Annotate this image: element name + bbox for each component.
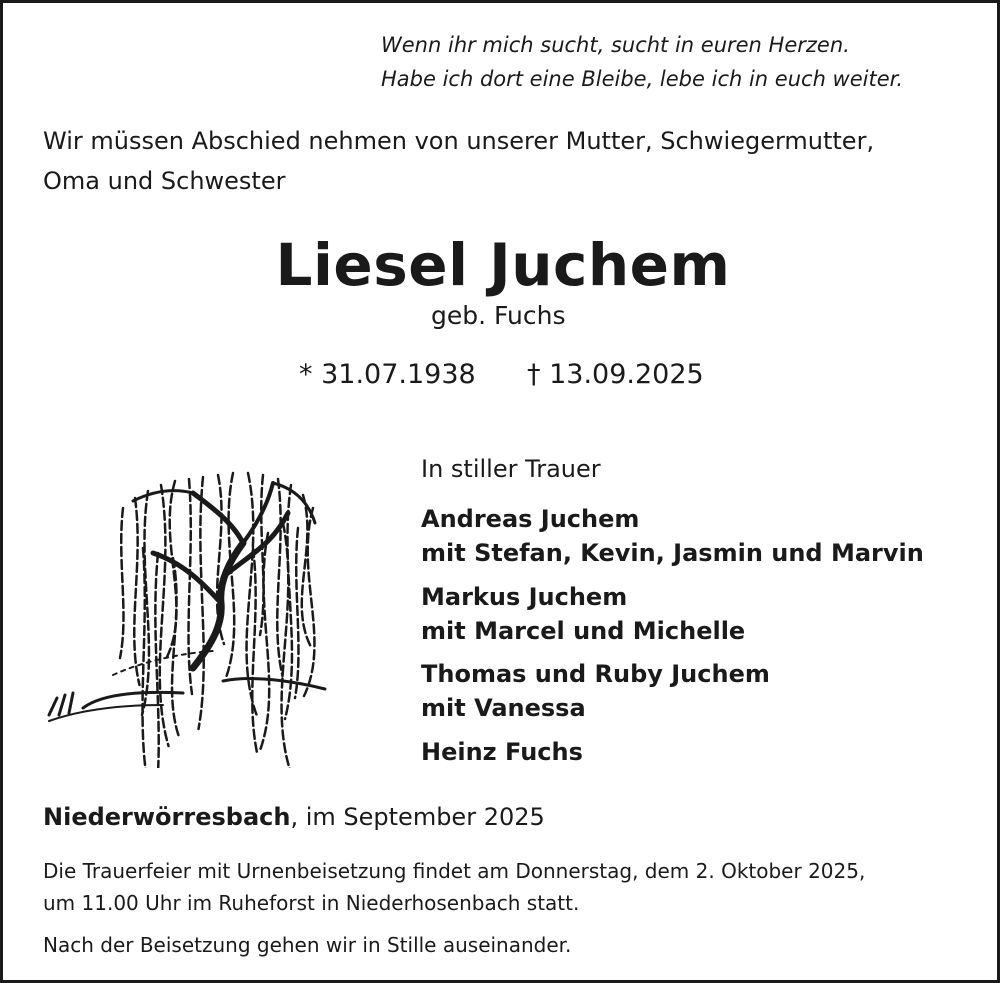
month-year: , im September 2025	[290, 803, 545, 831]
notice-line-1: Die Trauerfeier mit Urnenbeisetzung findet am Donnerstag, dem 2. Oktober 2025,	[43, 859, 866, 883]
weeping-willow-icon	[43, 453, 333, 768]
notice-line-2: um 11.00 Uhr im Ruheforst in Niederhosenbach statt.	[43, 891, 580, 915]
mourners-heading: In stiller Trauer	[421, 455, 601, 483]
poem-line-2: Habe ich dort eine Bleibe, lebe ich in euch weiter.	[381, 67, 904, 91]
town-name: Niederwörresbach	[43, 803, 291, 831]
death-date: † 13.09.2025	[527, 359, 704, 390]
mourner-line: Heinz Fuchs	[421, 738, 583, 766]
deceased-name: Liesel Juchem	[275, 231, 731, 299]
maiden-name: geb. Fuchs	[431, 301, 566, 330]
intro-line-1: Wir müssen Abschied nehmen von unserer Mutter, Schwiegermutter,	[43, 127, 875, 155]
birth-date: * 31.07.1938	[299, 359, 476, 390]
mourner-line: mit Marcel und Michelle	[421, 617, 746, 645]
mourner-line: Thomas und Ruby Juchem	[421, 660, 770, 688]
notice-line-3: Nach der Beisetzung gehen wir in Stille auseinander.	[43, 933, 572, 957]
mourner-line: mit Stefan, Kevin, Jasmin und Marvin	[421, 539, 924, 567]
mourner-line: Andreas Juchem	[421, 505, 640, 533]
intro-line-2: Oma und Schwester	[43, 167, 286, 195]
mourner-line: Markus Juchem	[421, 583, 628, 611]
place-and-date	[43, 803, 545, 831]
mourner-line: mit Vanessa	[421, 694, 586, 722]
poem-line-1: Wenn ihr mich sucht, sucht in euren Herzen.	[381, 33, 850, 57]
